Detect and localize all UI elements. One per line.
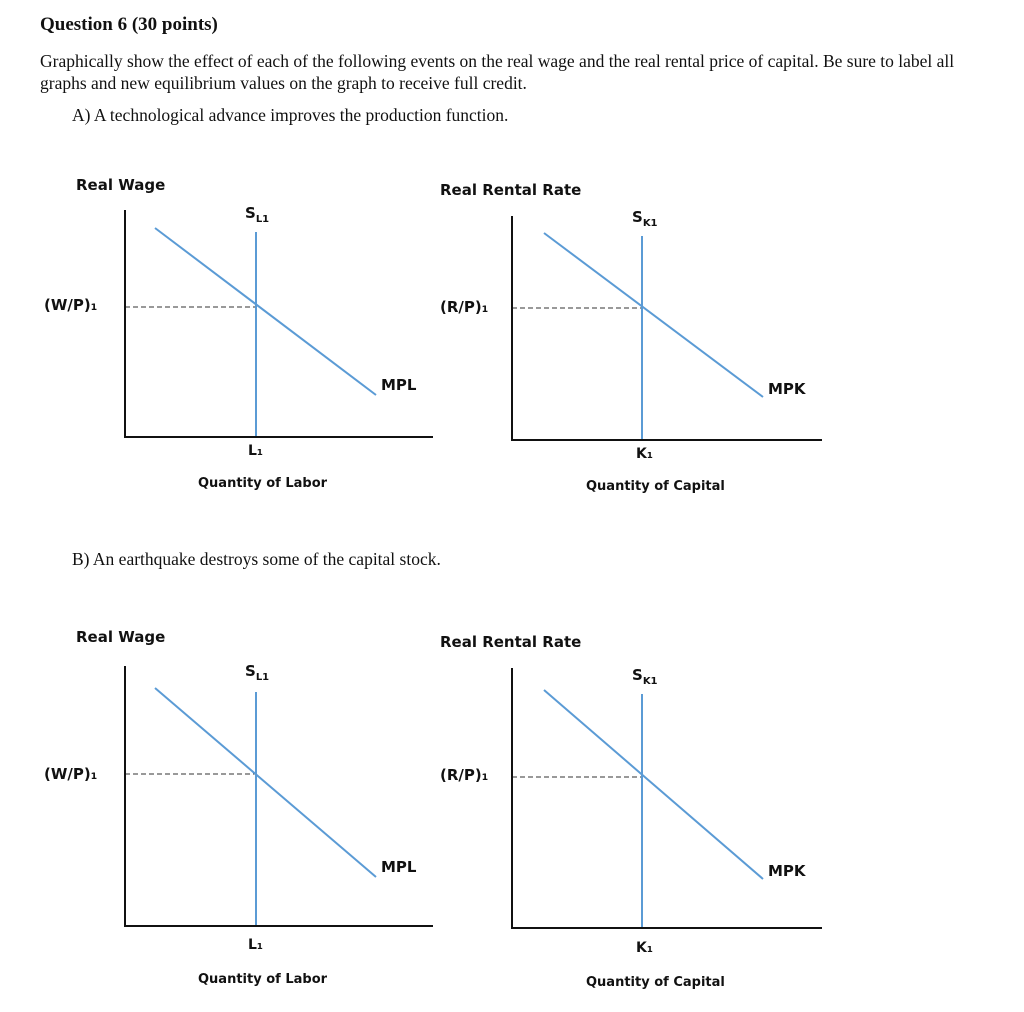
part-a-capital-graph — [420, 160, 850, 510]
part-b-label: B) An earthquake destroys some of the capital stock. — [72, 549, 441, 569]
equilibrium-quantity-label: L₁ — [248, 443, 264, 459]
x-axis-label: Quantity of Capital — [586, 975, 725, 990]
equilibrium-price-label: (R/P)₁ — [440, 766, 489, 784]
part-a-labor-graph — [0, 160, 470, 510]
labor-graph-canvas — [0, 160, 470, 510]
y-axis-label: Real Rental Rate — [440, 181, 582, 199]
axes — [125, 210, 433, 437]
y-axis-label: Real Wage — [76, 628, 166, 646]
x-axis-label: Quantity of Capital — [586, 479, 725, 494]
question-title: Question 6 (30 points) — [40, 14, 218, 35]
demand-curve — [544, 690, 763, 879]
equilibrium-price-label: (W/P)₁ — [44, 765, 98, 783]
demand-curve-label: MPK — [768, 862, 806, 880]
supply-curve-label: $S_{L1}$ — [245, 204, 270, 225]
axes — [125, 666, 433, 926]
question-instructions: Graphically show the effect of each of the following events on the real wage and the real rental price of capital. Be sure to label all graphs and new equilibrium values on the graph to receive full credit. — [40, 51, 955, 93]
demand-curve-label: MPL — [381, 858, 417, 876]
y-axis-label: Real Rental Rate — [440, 633, 582, 651]
demand-curve-label: MPK — [768, 380, 806, 398]
part-b-capital-graph — [420, 612, 850, 1002]
x-axis-label: Quantity of Labor — [198, 972, 328, 987]
x-axis-label: Quantity of Labor — [198, 476, 328, 491]
axes — [512, 216, 822, 440]
demand-curve — [544, 233, 763, 397]
y-axis-label: Real Wage — [76, 176, 166, 194]
axes — [512, 668, 822, 928]
supply-curve-label: $S_{K1}$ — [632, 666, 658, 687]
part-b-labor-graph — [0, 612, 470, 1002]
demand-curve-label: MPL — [381, 376, 417, 394]
labor-graph-canvas — [0, 612, 470, 1002]
equilibrium-price-label: (W/P)₁ — [44, 296, 98, 314]
equilibrium-quantity-label: K₁ — [636, 446, 653, 462]
supply-curve-label: $S_{L1}$ — [245, 662, 270, 683]
demand-curve — [155, 688, 376, 877]
part-a-label: A) A technological advance improves the production function. — [72, 105, 509, 125]
supply-curve-label: $S_{K1}$ — [632, 208, 658, 229]
equilibrium-price-label: (R/P)₁ — [440, 298, 489, 316]
equilibrium-quantity-label: L₁ — [248, 937, 264, 953]
equilibrium-quantity-label: K₁ — [636, 940, 653, 956]
demand-curve — [155, 228, 376, 395]
